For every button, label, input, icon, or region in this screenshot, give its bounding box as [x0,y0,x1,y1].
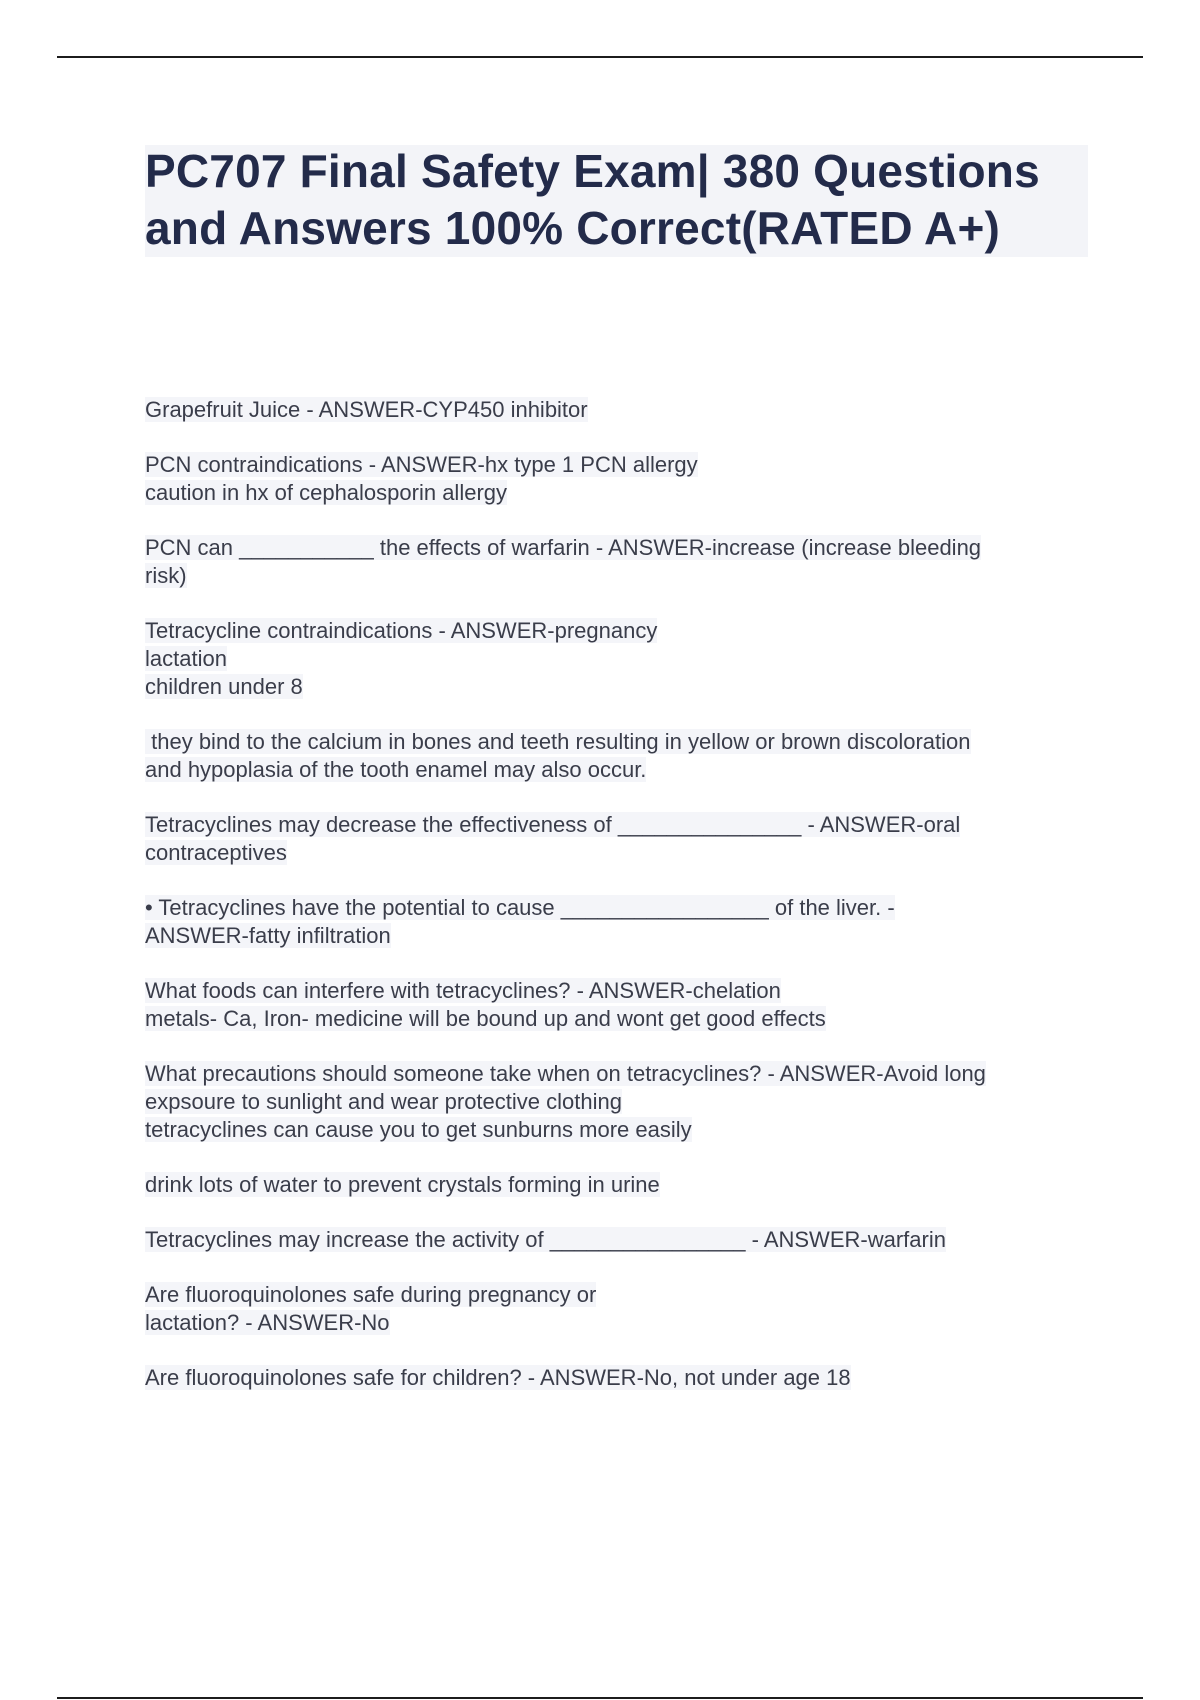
qa-line-text: lactation? - ANSWER-No [145,1310,390,1335]
qa-line [145,673,1085,701]
qa-line [145,645,1085,673]
qa-line [145,1088,1085,1116]
qa-line-text: Are fluoroquinolones safe for children? - ANSWER-No, not under age 18 [145,1365,851,1390]
qa-item [145,1171,1085,1199]
qa-line-text: children under 8 [145,674,303,699]
qa-line-text: Tetracycline contraindications - ANSWER-pregnancy [145,618,658,643]
qa-item [145,1226,1085,1254]
qa-line [145,479,1085,507]
qa-item [145,811,1085,867]
qa-line [145,451,1085,479]
qa-item [145,396,1085,424]
qa-line [145,1171,1085,1199]
qa-line [145,534,1085,562]
qa-line [145,728,1085,756]
qa-line-text: they bind to the calcium in bones and teeth resulting in yellow or brown discoloration [145,729,971,754]
qa-line-text: tetracyclines can cause you to get sunburns more easily [145,1117,692,1142]
qa-line-text: metals- Ca, Iron- medicine will be bound up and wont get good effects [145,1006,826,1031]
qa-line [145,1364,1085,1392]
qa-line [145,1116,1085,1144]
qa-line [145,562,1085,590]
title-line-2: and Answers 100% Correct(RATED A+) [145,202,1001,254]
qa-item [145,534,1085,590]
qa-item [145,1364,1085,1392]
qa-line-text: Are fluoroquinolones safe during pregnancy or [145,1282,597,1307]
qa-line-text: expsoure to sunlight and wear protective clothing [145,1089,622,1114]
qa-line [145,396,1085,424]
qa-line [145,839,1085,867]
qa-line-text: Tetracyclines may increase the activity of ________________ - ANSWER-warfarin [145,1227,946,1252]
qa-line [145,617,1085,645]
qa-line-text: caution in hx of cephalosporin allergy [145,480,508,505]
qa-line [145,1226,1085,1254]
qa-line [145,1281,1085,1309]
qa-item [145,1060,1085,1144]
qa-line-text: risk) [145,563,187,588]
qa-line-text: PCN can ___________ the effects of warfarin - ANSWER-increase (increase bleeding [145,535,982,560]
qa-line [145,922,1085,950]
title-line-1: PC707 Final Safety Exam| 380 Questions [145,145,1040,197]
qa-line [145,1005,1085,1033]
qa-item [145,451,1085,507]
qa-line [145,977,1085,1005]
footer-rule [57,1697,1143,1699]
qa-line-text: Grapefruit Juice - ANSWER-CYP450 inhibitor [145,397,588,422]
qa-line-text: lactation [145,646,227,671]
qa-line-text: • Tetracyclines have the potential to cause _________________ of the liver. - [145,895,895,920]
document-title [145,143,1105,257]
qa-item [145,617,1085,701]
qa-item [145,894,1085,950]
qa-line-text: drink lots of water to prevent crystals forming in urine [145,1172,660,1197]
qa-line [145,756,1085,784]
qa-line-text: Tetracyclines may decrease the effectiveness of _______________ - ANSWER-oral [145,812,961,837]
qa-line [145,1060,1085,1088]
qa-line-text: ANSWER-fatty infiltration [145,923,391,948]
qa-line-text: and hypoplasia of the tooth enamel may also occur. [145,757,647,782]
qa-line-text: contraceptives [145,840,287,865]
qa-line [145,1309,1085,1337]
qa-line-text: What precautions should someone take when on tetracyclines? - ANSWER-Avoid long [145,1061,986,1086]
qa-line-text: What foods can interfere with tetracyclines? - ANSWER-chelation [145,978,781,1003]
qa-line [145,811,1085,839]
qa-line [145,894,1085,922]
qa-item [145,977,1085,1033]
qa-list [145,396,1085,1419]
qa-item [145,728,1085,784]
header-rule [57,56,1143,58]
qa-item [145,1281,1085,1337]
qa-line-text: PCN contraindications - ANSWER-hx type 1 PCN allergy [145,452,698,477]
